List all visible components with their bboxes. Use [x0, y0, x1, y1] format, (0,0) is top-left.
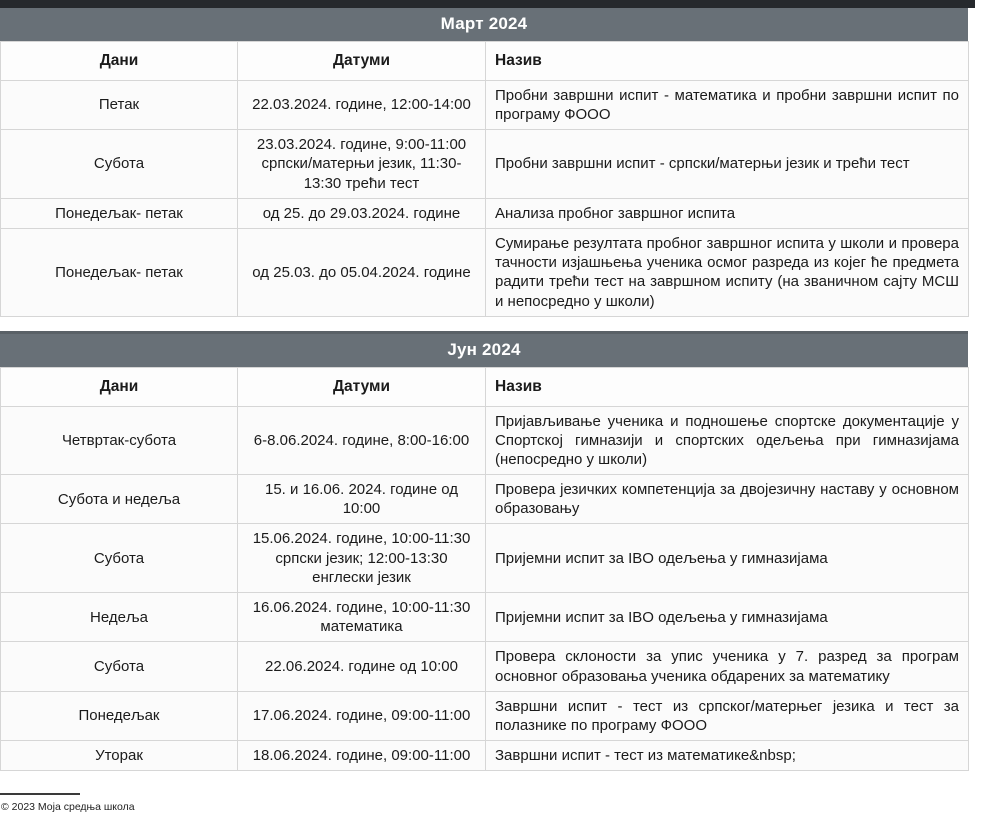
name-cell: Анализа пробног завршног испита — [486, 198, 969, 228]
day-cell: Понедељак- петак — [1, 228, 238, 316]
name-cell: Пријављивање ученика и подношење спортске документације у Спортској гимназији и спортских одељења при гимназијама (непосредно у школи) — [486, 406, 969, 475]
day-cell: Субота — [1, 642, 238, 691]
table-row — [1, 741, 969, 771]
name-cell: Пријемни испит за IBO одељења у гимназијама — [486, 593, 969, 642]
date-cell: 6-8.06.2024. године, 8:00-16:00 — [238, 406, 486, 475]
column-header-row — [1, 367, 969, 406]
date-cell: 16.06.2024. године, 10:00-11:30 математика — [238, 593, 486, 642]
schedule-content — [0, 8, 968, 813]
date-cell: 15. и 16.06. 2024. године од 10:00 — [238, 475, 486, 524]
date-cell: 18.06.2024. године, 09:00-11:00 — [238, 741, 486, 771]
day-cell: Недеља — [1, 593, 238, 642]
day-cell: Понедељак- петак — [1, 198, 238, 228]
name-cell: Сумирање резултата пробног завршног испита у школи и провера тачности изјашњења ученика осмог разреда из којег ће предмета радити трећи тест на завршном испиту (на званичном сајту МСШ и непосредно у школи) — [486, 228, 969, 316]
name-cell: Пријемни испит за IBO одељења у гимназијама — [486, 524, 969, 593]
day-cell: Уторак — [1, 741, 238, 771]
date-cell: 23.03.2024. године, 9:00-11:00 српски/матерњи језик, 11:30-13:30 трећи тест — [238, 130, 486, 199]
column-header-row — [1, 42, 969, 81]
date-cell: 22.06.2024. године од 10:00 — [238, 642, 486, 691]
date-cell: од 25.03. до 05.04.2024. године — [238, 228, 486, 316]
table-row — [1, 524, 969, 593]
name-cell: Пробни завршни испит - српски/матерњи језик и трећи тест — [486, 130, 969, 199]
top-navbar-strip — [0, 0, 975, 8]
date-cell: 22.03.2024. године, 12:00-14:00 — [238, 80, 486, 129]
table-row — [1, 406, 969, 475]
march-table — [0, 41, 969, 317]
column-header-days: Дани — [1, 42, 238, 81]
day-cell: Понедељак — [1, 691, 238, 740]
footer-divider — [0, 793, 80, 795]
month-header-june: Јун 2024 — [0, 331, 968, 367]
column-header-name: Назив — [486, 367, 969, 406]
table-row — [1, 130, 969, 199]
day-cell: Субота — [1, 130, 238, 199]
table-row — [1, 475, 969, 524]
column-header-dates: Датуми — [238, 42, 486, 81]
name-cell: Завршни испит - тест из математике&nbsp; — [486, 741, 969, 771]
day-cell: Субота и недеља — [1, 475, 238, 524]
day-cell: Четвртак-субота — [1, 406, 238, 475]
table-row — [1, 593, 969, 642]
date-cell: 17.06.2024. године, 09:00-11:00 — [238, 691, 486, 740]
table-row — [1, 228, 969, 316]
footer-copyright: © 2023 Моја средња школа — [1, 801, 135, 813]
name-cell: Провера склоности за упис ученика у 7. разред за програм основног образовања ученика обдарених за математику — [486, 642, 969, 691]
table-row — [1, 198, 969, 228]
june-table — [0, 367, 969, 772]
date-cell: од 25. до 29.03.2024. године — [238, 198, 486, 228]
page-footer — [0, 793, 968, 813]
table-row — [1, 691, 969, 740]
name-cell: Провера језичких компетенција за двојезичну наставу у основном образовању — [486, 475, 969, 524]
column-header-days: Дани — [1, 367, 238, 406]
day-cell: Петак — [1, 80, 238, 129]
table-row — [1, 642, 969, 691]
month-header-march: Март 2024 — [0, 8, 968, 41]
column-header-name: Назив — [486, 42, 969, 81]
day-cell: Субота — [1, 524, 238, 593]
name-cell: Завршни испит - тест из српског/матерњег језика и тест за полазнике по програму ФООО — [486, 691, 969, 740]
table-row — [1, 80, 969, 129]
date-cell: 15.06.2024. године, 10:00-11:30 српски језик; 12:00-13:30 енглески језик — [238, 524, 486, 593]
column-header-dates: Датуми — [238, 367, 486, 406]
name-cell: Пробни завршни испит - математика и пробни завршни испит по програму ФООО — [486, 80, 969, 129]
